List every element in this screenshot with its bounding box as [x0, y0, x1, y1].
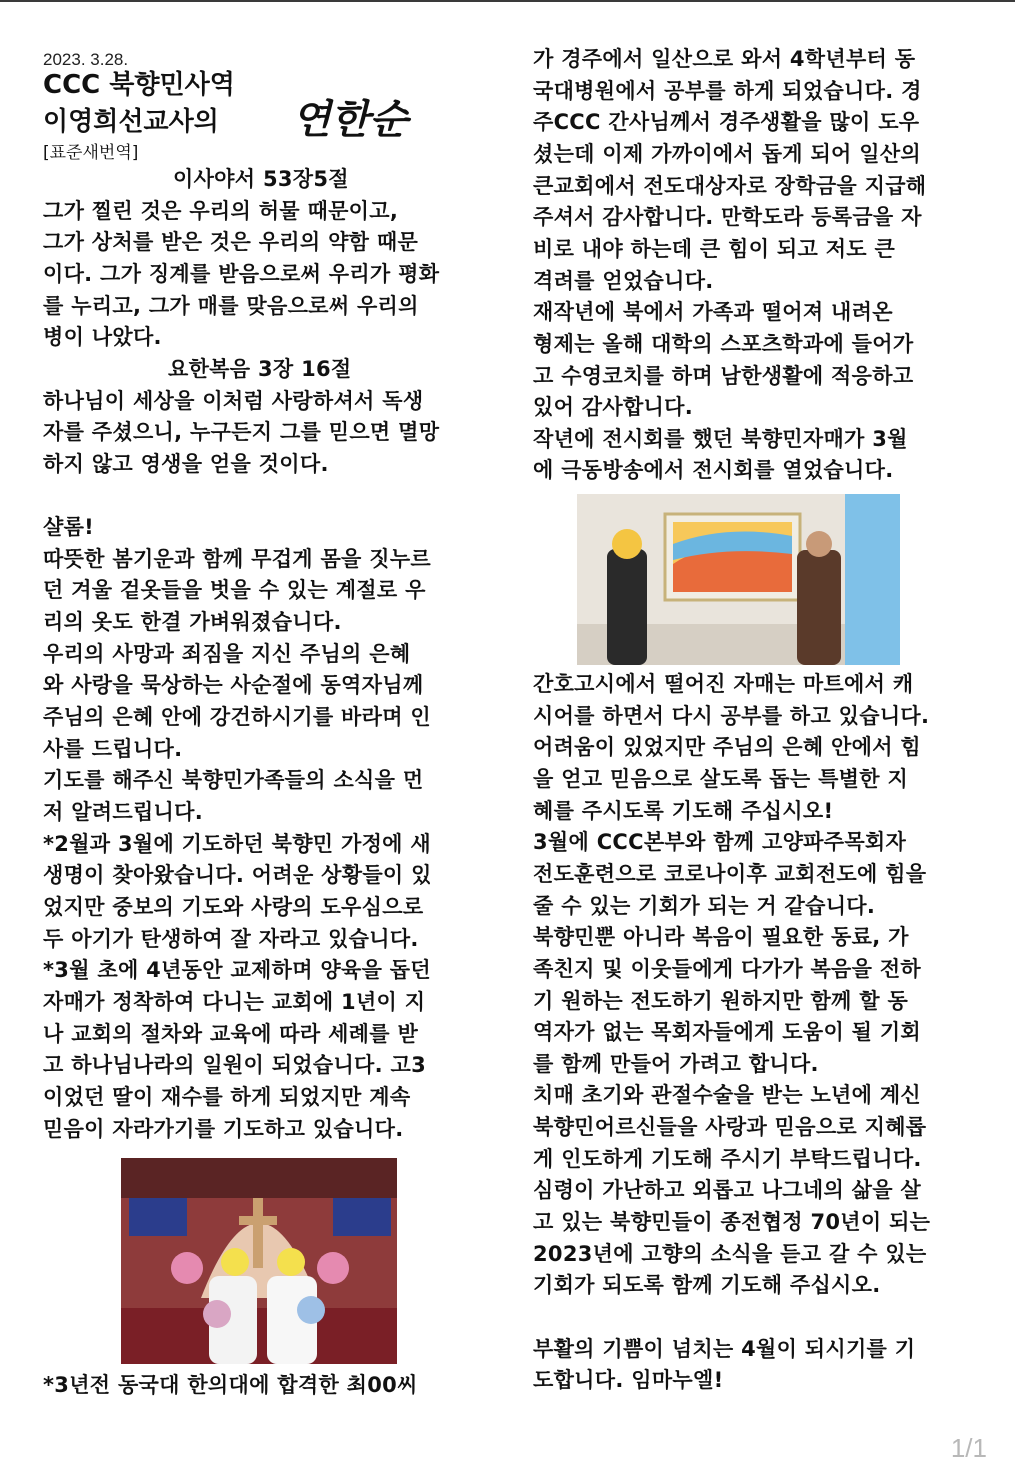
text-line: 두 아기가 탄생하여 잘 자라고 있습니다.	[43, 926, 419, 951]
text-line: 고 있는 북향민들이 종전협정 70년이 되는	[533, 1210, 931, 1235]
newsletter-title-emphasis: 연한순	[292, 96, 408, 143]
text-line: 역자가 없는 목회자들에게 도움이 될 기회	[533, 1020, 922, 1045]
text-line: 기회가 되도록 함께 기도해 주십시오.	[533, 1273, 881, 1298]
text-line: 이사야서 53장5절	[173, 167, 349, 191]
text-line: 생명이 찾아왔습니다. 어려운 상황들이 있	[43, 863, 432, 888]
text-line: 기 원하는 전도하기 원하지만 함께 할 동	[533, 988, 909, 1013]
text-line: 주CCC 간사님께서 경주생활을 많이 도우	[533, 110, 920, 135]
text-line: 저 알려드립니다.	[43, 800, 203, 824]
text-line: 그가 상처를 받은 것은 우리의 약함 때문	[43, 230, 419, 255]
text-line: 주님의 은혜 안에 강건하시기를 바라며 인	[43, 705, 432, 730]
text-line: *3월 초에 4년동안 교제하며 양육을 돕던	[43, 958, 431, 983]
text-line: 재작년에 북에서 가족과 떨어져 내려온	[533, 300, 893, 325]
newsletter-subtitle: 이영희선교사의	[43, 107, 219, 137]
text-line: 와 사랑을 묵상하는 사순절에 동역자님께	[43, 673, 424, 698]
text-line: 에 극동방송에서 전시회를 열었습니다.	[533, 458, 894, 483]
text-line: 샬롬!	[43, 515, 95, 540]
text-line: 북향민뿐 아니라 복음이 필요한 동료, 가	[533, 925, 909, 950]
text-line: 를 누리고, 그가 매를 맞음으로써 우리의	[43, 293, 419, 318]
text-line: 던 겨울 겉옷들을 벗을 수 있는 계절로 우	[43, 578, 426, 603]
text-line: 족친지 및 이웃들에게 다가가 복음을 전하	[533, 956, 922, 981]
text-line: 간호고시에서 떨어진 자매는 마트에서 캐	[533, 672, 914, 696]
text-line: 그가 찔린 것은 우리의 허물 때문이고,	[43, 198, 399, 223]
text-line: 북향민어르신들을 사랑과 믿음으로 지혜롭	[533, 1115, 927, 1140]
text-line: 시어를 하면서 다시 공부를 하고 있습니다.	[533, 703, 930, 728]
text-line: 심령이 가난하고 외롭고 나그네의 삶을 살	[533, 1178, 922, 1203]
newsletter-title: CCC 북향민사역	[43, 70, 235, 100]
text-line: 우리의 사망과 죄짐을 지신 주님의 은혜	[43, 641, 411, 666]
text-line: 따뜻한 봄기운과 함께 무겁게 몸을 짓누르	[43, 546, 432, 571]
text-line: 셨는데 이제 가까이에서 돕게 되어 일산의	[533, 141, 922, 166]
text-line: 전도훈련으로 코로나이후 교회전도에 힘을	[533, 861, 927, 886]
text-line: 도합니다. 임마누엘!	[533, 1368, 724, 1393]
bible-translation-label: [표준새번역]	[43, 143, 139, 163]
text-line: 게 인도하게 기도해 주시기 부탁드립니다.	[533, 1146, 922, 1171]
exhibition-photo	[577, 494, 900, 665]
text-line: 자를 주셨으니, 누구든지 그를 믿으면 멸망	[43, 420, 440, 445]
text-line: 3월에 CCC본부와 함께 고양파주목회자	[533, 830, 907, 855]
text-line: 치매 초기와 관절수술을 받는 노년에 계신	[533, 1083, 922, 1108]
text-line: 혜를 주시도록 기도해 주십시오!	[533, 798, 834, 823]
text-line: 격려를 얻었습니다.	[533, 268, 714, 293]
text-line: *2월과 3월에 기도하던 북향민 가정에 새	[43, 831, 431, 856]
text-line: 작년에 전시회를 했던 북향민자매가 3월	[533, 426, 908, 451]
text-line: 2023년에 고향의 소식을 듣고 갈 수 있는	[533, 1241, 927, 1266]
text-line: 리의 옷도 한결 가벼워졌습니다.	[43, 610, 342, 635]
text-line: 를 함께 만들어 가려고 합니다.	[533, 1051, 819, 1076]
newsletter-date: 2023. 3.28.	[43, 50, 129, 69]
top-border	[0, 0, 1015, 2]
text-line: 나 교회의 절차와 교육에 따라 세례를 받	[43, 1021, 419, 1046]
text-line: 큰교회에서 전도대상자로 장학금을 지급해	[533, 173, 927, 198]
text-line: 이다. 그가 징계를 받음으로써 우리가 평화	[43, 261, 440, 286]
text-line: 어려움이 있었지만 주님의 은혜 안에서 힘	[533, 735, 922, 760]
text-line: 사를 드립니다.	[43, 736, 183, 761]
photo-caption: *3년전 동국대 한의대에 합격한 최00씨	[43, 1373, 418, 1397]
text-line: 요한복음 3장 16절	[168, 356, 352, 381]
text-line: 이었던 딸이 재수를 하게 되었지만 계속	[43, 1084, 411, 1109]
text-line: 있어 감사합니다.	[533, 395, 693, 420]
text-line: 가 경주에서 일산으로 와서 4학년부터 동	[533, 47, 916, 71]
text-line: 자매가 정착하여 다니는 교회에 1년이 지	[43, 989, 426, 1014]
text-line: 부활의 기쁨이 넘치는 4월이 되시기를 기	[533, 1336, 916, 1361]
text-line: 병이 나았다.	[43, 325, 162, 350]
text-line: 믿음이 자라가기를 기도하고 있습니다.	[43, 1116, 404, 1141]
text-line: 고 하나님나라의 일원이 되었습니다. 고3	[43, 1053, 427, 1078]
text-line: 을 얻고 믿음으로 살도록 돕는 특별한 지	[533, 766, 909, 791]
baptism-photo	[121, 1158, 397, 1364]
text-line: 었지만 중보의 기도와 사랑의 도우심으로	[43, 894, 424, 919]
text-line: 비로 내야 하는데 큰 힘이 되고 저도 큰	[533, 236, 896, 261]
page-indicator: 1/1	[950, 1433, 987, 1463]
text-line: 형제는 올해 대학의 스포츠학과에 들어가	[533, 331, 914, 356]
text-line: 하지 않고 영생을 얻을 것이다.	[43, 451, 329, 476]
text-line: 고 수영코치를 하며 남한생활에 적응하고	[533, 363, 914, 388]
text-line: 줄 수 있는 기회가 되는 거 같습니다.	[533, 893, 876, 918]
text-line: 하나님이 세상을 이처럼 사랑하셔서 독생	[43, 388, 424, 413]
text-line: 기도를 해주신 북향민가족들의 소식을 먼	[43, 768, 424, 793]
text-line: 국대병원에서 공부를 하게 되었습니다. 경	[533, 78, 922, 103]
text-line: 주셔서 감사합니다. 만학도라 등록금을 자	[533, 205, 922, 230]
